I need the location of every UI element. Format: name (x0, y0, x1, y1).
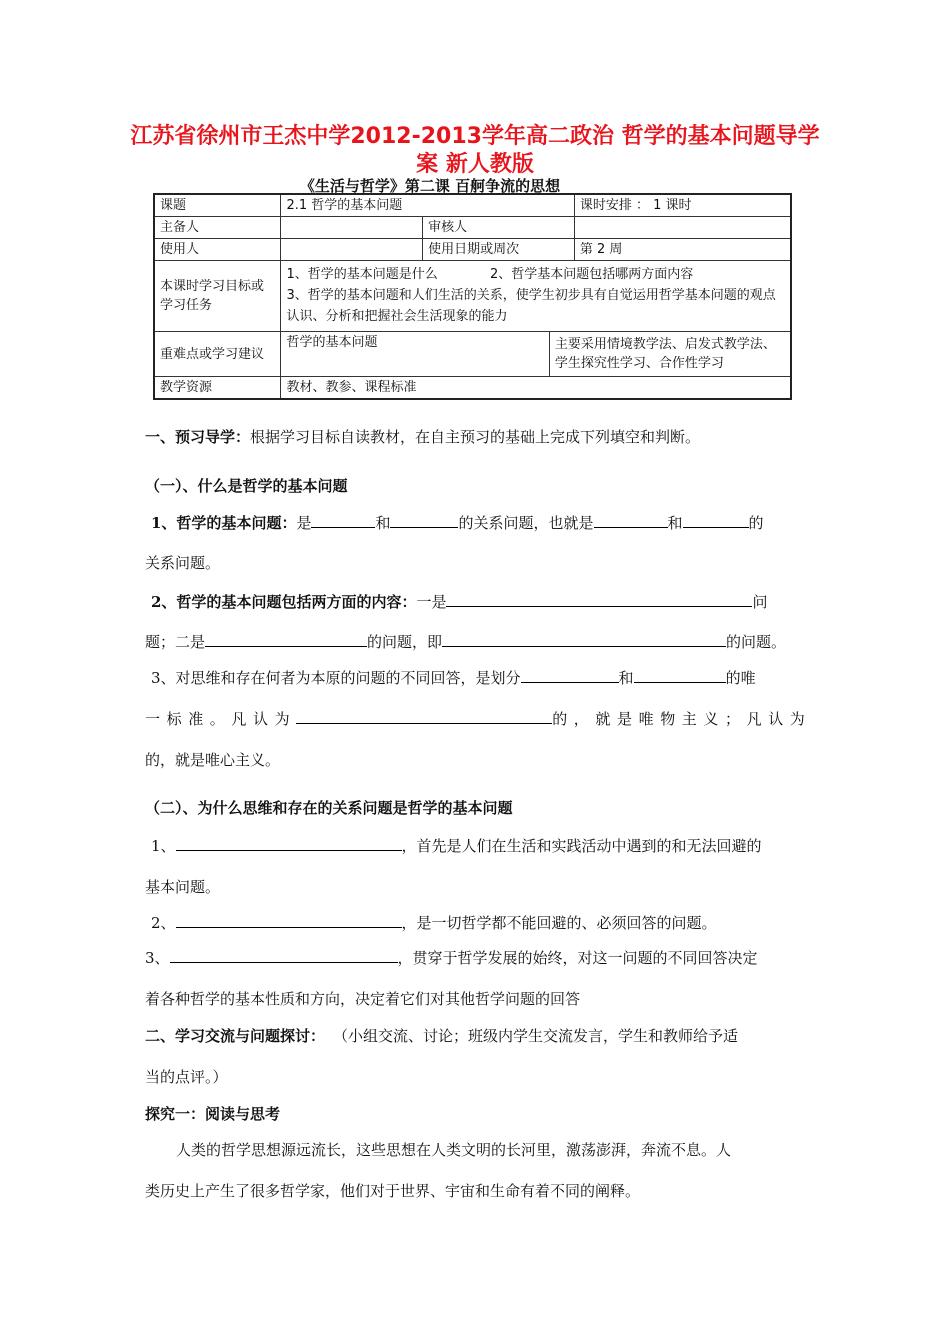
text-fragment: 3、 (145, 949, 170, 967)
part1-q1 (151, 512, 813, 533)
fill-blank[interactable] (170, 947, 398, 963)
part1-q2 (151, 591, 813, 612)
table-row (154, 239, 791, 261)
text-fragment: 的问题。 (726, 633, 787, 651)
cell-date-label: 使用日期或周次 (423, 239, 575, 261)
fill-blank[interactable] (442, 631, 726, 647)
table-row (154, 377, 791, 400)
text-fragment: （小组交流、讨论；班级内学生交流发言，学生和教师给予适 (333, 1027, 739, 1045)
cell-date-value: 第 2 周 (574, 239, 791, 261)
text-fragment: 3、对思维和存在何者为本原的问题的不同回答，是划分 (151, 669, 521, 687)
part1-heading: （一）、什么是哲学的基本问题 (145, 477, 348, 495)
fill-blank[interactable] (521, 667, 619, 683)
text-fragment: 的 (748, 514, 764, 532)
part2-q3-cont: 着各种哲学的基本性质和方向，决定着它们对其他哲学问题的回答 (145, 990, 581, 1008)
cell-resources-label: 教学资源 (154, 377, 281, 400)
table-row (154, 217, 791, 239)
part1-q2-label: 2、哲学的基本问题包括两方面的内容： (151, 593, 417, 611)
document-title: 江苏省徐州市王杰中学2012-2013学年高二政治 哲学的基本问题导学案 新人教版 (130, 124, 820, 177)
fill-blank[interactable] (594, 512, 668, 528)
explore-heading: 探究一：阅读与思考 (145, 1105, 281, 1123)
text-fragment: 和 (667, 514, 683, 532)
part2-q1-cont: 基本问题。 (145, 878, 221, 896)
goal-item-2: 2、哲学基本问题包括哪两方面内容 (490, 267, 694, 282)
text-fragment: 问 (752, 593, 768, 611)
cell-method-value: 主要采用情境教学法、启发式教学法、学生探究性学习、合作性学习 (549, 332, 791, 377)
part1-q3-end: 的，就是唯心主义。 (145, 751, 281, 769)
explore-paragraph-line2: 类历史上产生了很多哲学家，他们对于世界、宇宙和生命有着不同的阐释。 (145, 1182, 641, 1200)
fill-blank[interactable] (446, 591, 752, 607)
text-fragment: 题；二是 (145, 633, 206, 651)
fill-blank[interactable] (634, 667, 726, 683)
table-row (154, 194, 791, 217)
text-fragment: ，是一切哲学都不能回避的、必须回答的问题。 (401, 914, 717, 932)
section1-text: 根据学习目标自读教材，在自主预习的基础上完成下列填空和判断。 (250, 428, 701, 446)
part1-q1-cont: 关系问题。 (145, 554, 221, 572)
cell-resources-value: 教材、教参、课程标准 (281, 377, 791, 400)
section2-intro (145, 1025, 807, 1046)
table-row (154, 261, 791, 332)
cell-reviewer-value (574, 217, 791, 239)
goal-item-3: 3、哲学的基本问题和人们生活的关系，使学生初步具有自觉运用哲学基本问题的观点认识、分析和把握社会生活现象的能力 (286, 288, 776, 324)
lesson-info-table (153, 193, 792, 400)
part1-q3-cont (145, 708, 812, 729)
fill-blank[interactable] (176, 912, 402, 928)
cell-keypoints-value: 哲学的基本问题 (281, 332, 549, 377)
text-fragment: 的，就是唯物主义；凡认为 (552, 710, 812, 728)
fill-blank[interactable] (176, 835, 402, 851)
part2-q2 (151, 912, 813, 933)
explore-paragraph-line1: 人类的哲学思想源远流长，这些思想在人类文明的长河里，激荡澎湃，奔流不息。人 (176, 1141, 732, 1159)
part1-q3 (151, 667, 813, 688)
section1-intro (145, 426, 807, 447)
fill-blank[interactable] (390, 512, 458, 528)
text-fragment: 和 (618, 669, 634, 687)
text-fragment: 和 (375, 514, 391, 532)
part1-q1-label: 1、哲学的基本问题： (151, 514, 297, 532)
cell-preparer-label: 主备人 (154, 217, 281, 239)
text-fragment: 一是 (416, 593, 447, 611)
cell-topic-label: 课题 (154, 194, 281, 217)
section2-heading: 二、学习交流与问题探讨： (145, 1027, 326, 1045)
text-fragment: ，首先是人们在生活和实践活动中遇到的和无法回避的 (401, 837, 762, 855)
cell-user-value (281, 239, 423, 261)
cell-topic-value: 2.1 哲学的基本问题 (281, 194, 574, 217)
cell-goals-value (281, 261, 791, 332)
fill-blank[interactable] (683, 512, 749, 528)
table-title: 《生活与哲学》第二课 百舸争流的思想 (299, 177, 561, 195)
text-fragment: 的唯 (725, 669, 756, 687)
fill-blank[interactable] (296, 708, 552, 724)
cell-user-label: 使用人 (154, 239, 281, 261)
text-fragment: 是 (296, 514, 312, 532)
part2-q1 (151, 835, 813, 856)
part2-heading: （二）、为什么思维和存在的关系问题是哲学的基本问题 (145, 799, 513, 817)
text-fragment: 的关系问题，也就是 (458, 514, 594, 532)
text-fragment: 一标准。凡认为 (145, 710, 297, 728)
text-fragment: 1、 (151, 837, 176, 855)
cell-goals-label: 本课时学习目标或学习任务 (154, 261, 281, 332)
part2-q3 (145, 947, 807, 968)
text-fragment: 2、 (151, 914, 176, 932)
text-fragment: 的问题，即 (367, 633, 443, 651)
part1-q2-cont (145, 631, 807, 652)
fill-blank[interactable] (311, 512, 375, 528)
cell-reviewer-label: 审核人 (423, 217, 575, 239)
section2-intro-cont: 当的点评。） (145, 1068, 228, 1086)
cell-preparer-value (281, 217, 423, 239)
table-row (154, 332, 791, 377)
goal-line-1 (286, 264, 785, 285)
fill-blank[interactable] (205, 631, 367, 647)
section1-heading: 一、预习导学： (145, 428, 251, 446)
text-fragment: ，贯穿于哲学发展的始终，对这一问题的不同回答决定 (397, 949, 758, 967)
goal-item-1: 1、哲学的基本问题是什么 (286, 267, 438, 282)
cell-keypoints-label: 重难点或学习建议 (154, 332, 281, 377)
cell-schedule: 课时安排 ： 1 课时 (574, 194, 791, 217)
